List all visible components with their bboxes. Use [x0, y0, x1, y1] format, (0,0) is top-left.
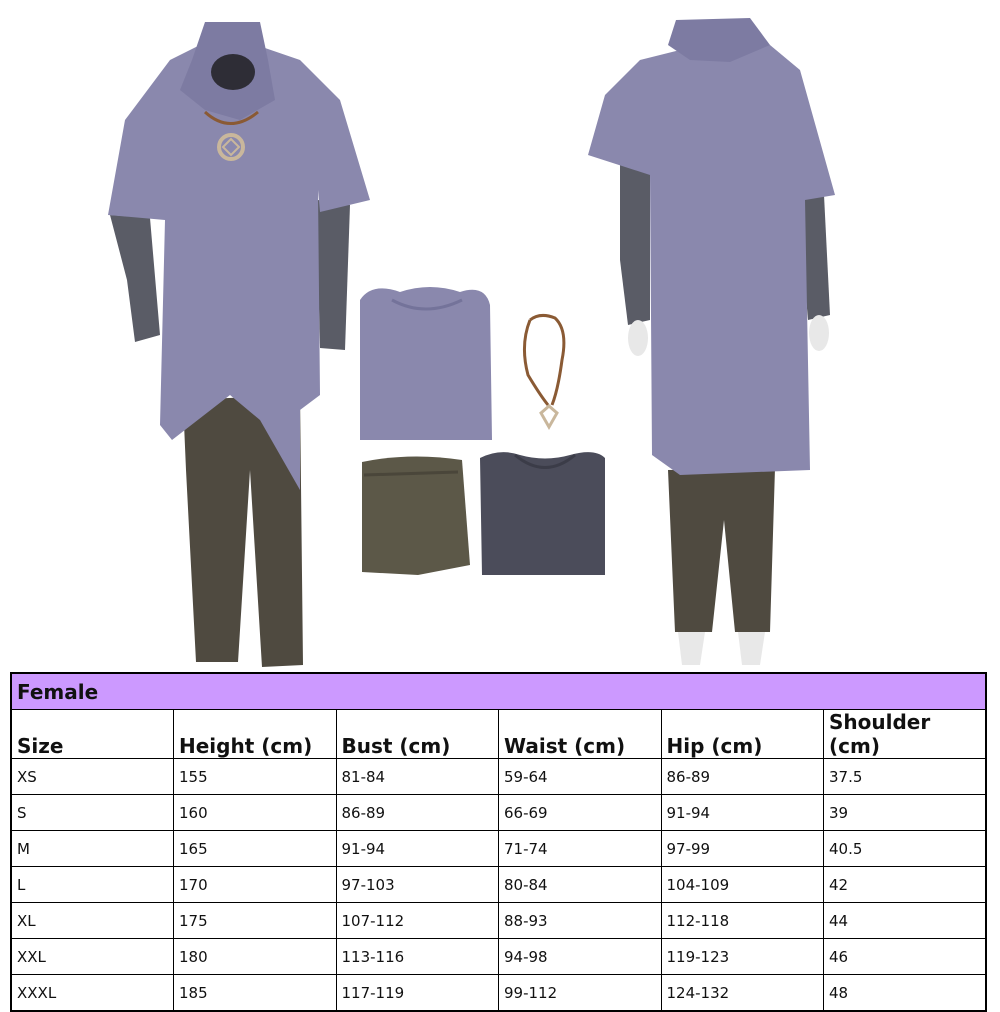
- cell-height: 180: [174, 939, 337, 975]
- cell-bust: 113-116: [336, 939, 499, 975]
- column-header-hip: Hip (cm): [661, 710, 824, 759]
- table-row: [11, 795, 986, 831]
- cell-bust: 91-94: [336, 831, 499, 867]
- cell-size: XS: [11, 759, 174, 795]
- table-row: [11, 759, 986, 795]
- cell-bust: 117-119: [336, 975, 499, 1012]
- table-row: [11, 939, 986, 975]
- cell-hip: 97-99: [661, 831, 824, 867]
- cell-size: XXL: [11, 939, 174, 975]
- table-row: [11, 867, 986, 903]
- cell-shoulder: 37.5: [824, 759, 987, 795]
- cell-size: S: [11, 795, 174, 831]
- cell-hip: 86-89: [661, 759, 824, 795]
- table-row: [11, 903, 986, 939]
- cell-height: 165: [174, 831, 337, 867]
- cell-waist: 66-69: [499, 795, 662, 831]
- cell-waist: 59-64: [499, 759, 662, 795]
- front-left-sleeve: [110, 215, 160, 342]
- cell-shoulder: 39: [824, 795, 987, 831]
- cell-height: 160: [174, 795, 337, 831]
- cell-hip: 91-94: [661, 795, 824, 831]
- cell-shoulder: 42: [824, 867, 987, 903]
- cell-hip: 119-123: [661, 939, 824, 975]
- cell-size: XXXL: [11, 975, 174, 1012]
- column-header-shoulder: Shoulder (cm): [824, 710, 987, 759]
- cell-shoulder: 44: [824, 903, 987, 939]
- cell-shoulder: 46: [824, 939, 987, 975]
- folded-shirt: [480, 452, 605, 575]
- folded-pants: [362, 456, 470, 575]
- cell-waist: 88-93: [499, 903, 662, 939]
- necklace: [524, 315, 563, 427]
- cell-bust: 86-89: [336, 795, 499, 831]
- cell-hip: 124-132: [661, 975, 824, 1012]
- column-header-bust: Bust (cm): [336, 710, 499, 759]
- cell-height: 155: [174, 759, 337, 795]
- cell-bust: 81-84: [336, 759, 499, 795]
- column-header-size: Size: [11, 710, 174, 759]
- cell-shoulder: 40.5: [824, 831, 987, 867]
- size-chart: [10, 672, 987, 1002]
- cell-height: 185: [174, 975, 337, 1012]
- cloak-back-figure: [588, 18, 835, 665]
- cell-bust: 97-103: [336, 867, 499, 903]
- size-chart-title: Female: [11, 673, 986, 710]
- cell-bust: 107-112: [336, 903, 499, 939]
- cell-height: 170: [174, 867, 337, 903]
- cell-height: 175: [174, 903, 337, 939]
- cell-shoulder: 48: [824, 975, 987, 1012]
- column-header-height: Height (cm): [174, 710, 337, 759]
- cell-waist: 80-84: [499, 867, 662, 903]
- front-right-sleeve: [318, 200, 350, 350]
- cell-size: L: [11, 867, 174, 903]
- table-row: [11, 831, 986, 867]
- table-row: [11, 975, 986, 1012]
- cell-size: M: [11, 831, 174, 867]
- cell-size: XL: [11, 903, 174, 939]
- cell-waist: 99-112: [499, 975, 662, 1012]
- back-pants: [668, 468, 775, 632]
- cell-waist: 71-74: [499, 831, 662, 867]
- cell-hip: 104-109: [661, 867, 824, 903]
- column-header-waist: Waist (cm): [499, 710, 662, 759]
- cloak-front-figure: [108, 22, 370, 667]
- cell-waist: 94-98: [499, 939, 662, 975]
- folded-cloak: [360, 287, 492, 440]
- size-table: [10, 672, 987, 1012]
- cell-hip: 112-118: [661, 903, 824, 939]
